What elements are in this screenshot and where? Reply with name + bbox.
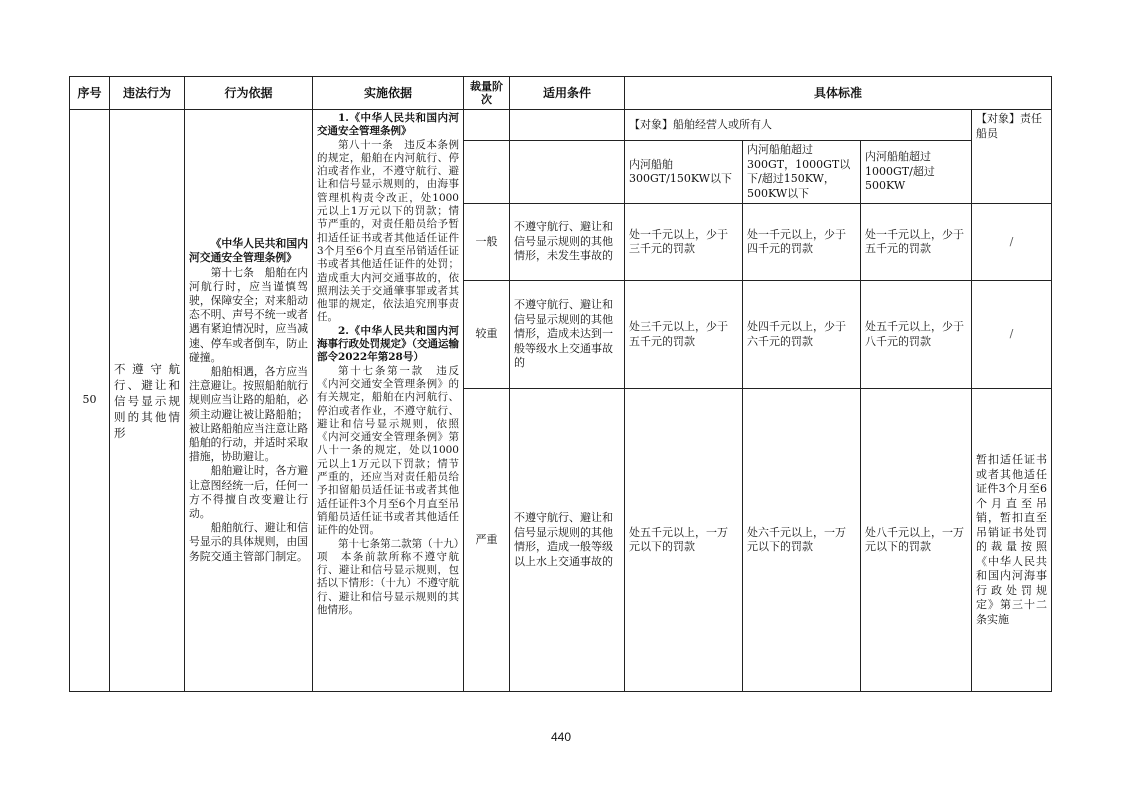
empty-condition-cell <box>510 141 625 204</box>
implementation-cell <box>313 110 464 692</box>
fine-tier-1: 处五千元以上，一万元以下的罚款 <box>625 389 743 692</box>
penalty-standard-table <box>69 76 1052 692</box>
target-crew: 【对象】责任船员 <box>972 110 1052 204</box>
fine-tier-1: 处一千元以上，少于三千元的罚款 <box>625 204 743 281</box>
tier-1: 内河船舶300GT/150KW以下 <box>625 141 743 204</box>
impl-paragraph: 第八十一条 违反本条例的规定，船舶在内河航行、停泊或者作业，不遵守航行、避让和信号显示规则的，由海事管理机构责令改正，处1000元以上1万元以下的罚款；情节严重的，对责任船员给予暂扣适任证书或者其他适任证件3个月至6个月直至吊销适任证书或者其他适任证件的处罚；造成重大内河交通事故的，依照刑法关于交通肇事罪或者其他罪的规定，依法追究刑事责任。 <box>317 138 459 324</box>
impl-title-1: 1.《中华人民共和国内河交通安全管理条例》 <box>317 112 459 138</box>
basis-paragraph: 船舶航行、避让和信号显示的具体规则，由国务院交通主管部门制定。 <box>189 521 308 563</box>
header-conditions: 适用条件 <box>510 77 625 110</box>
fine-tier-3: 处五千元以上，少于八千元的罚款 <box>861 281 972 389</box>
header-seq: 序号 <box>70 77 110 110</box>
fine-tier-2: 处一千元以上，少于四千元的罚款 <box>743 204 861 281</box>
basis-paragraph: 第十七条 船舶在内河航行时，应当谨慎驾驶，保障安全；对来船动态不明、声号不统一或者遇有紧迫情况时，应当减速、停车或者倒车，防止碰撞。 <box>189 265 308 364</box>
basis-title: 《中华人民共和国内河交通安全管理条例》 <box>189 237 308 265</box>
level-condition: 不遵守航行、避让和信号显示规则的其他情形，造成未达到一般等级水上交通事故的 <box>510 281 625 389</box>
basis-paragraph: 船舶避让时，各方避让意图经统一后，任何一方不得擅自改变避让行动。 <box>189 464 308 521</box>
level-name: 严重 <box>464 389 510 692</box>
target-row <box>70 110 1052 141</box>
tier-2: 内河船舶超过300GT，1000GT以下/超过150KW，500KW以下 <box>743 141 861 204</box>
empty-condition-cell <box>510 110 625 141</box>
level-name: 一般 <box>464 204 510 281</box>
impl-title-2: 2.《中华人民共和国内河海事行政处罚规定》（交通运输部令2022年第28号） <box>317 324 459 364</box>
crew-penalty: / <box>972 204 1052 281</box>
crew-penalty: / <box>972 281 1052 389</box>
header-basis: 行为依据 <box>185 77 313 110</box>
level-condition: 不遵守航行、避让和信号显示规则的其他情形，造成一般等级以上水上交通事故的 <box>510 389 625 692</box>
fine-tier-1: 处三千元以上，少于五千元的罚款 <box>625 281 743 389</box>
fine-tier-3: 处八千元以上，一万元以下的罚款 <box>861 389 972 692</box>
header-violation: 违法行为 <box>110 77 185 110</box>
header-implementation: 实施依据 <box>313 77 464 110</box>
basis-paragraph: 船舶相遇，各方应当注意避让。按照船舶航行规则应当让路的船舶，必须主动避让被让路船舶；被让路船舶应当注意让路船舶的行动，并适时采取措施，协助避让。 <box>189 364 308 464</box>
tier-3: 内河船舶超过1000GT/超过500KW <box>861 141 972 204</box>
page-number: 440 <box>550 730 572 744</box>
basis-cell <box>185 110 313 692</box>
empty-level-cell <box>464 110 510 141</box>
violation-cell: 不遵守航行、避让和信号显示规则的其他情形 <box>110 110 185 692</box>
header-standard: 具体标准 <box>625 77 1052 110</box>
header-level: 裁量阶次 <box>464 77 510 110</box>
target-owner: 【对象】船舶经营人或所有人 <box>625 110 972 141</box>
impl-paragraph: 第十七条第一款 违反《内河交通安全管理条例》的有关规定，船舶在内河航行、停泊或者作业，不遵守航行、避让和信号显示规则，依照《内河交通安全管理条例》第八十一条的规定，处以1000元以上1万元以下罚款；情节严重的，还应当对责任船员给予扣留船员适任证书或者其他适任证件3个月至6个月直至吊销船员适任证书或者其他适任证件的处罚。 <box>317 364 459 537</box>
crew-penalty: 暂扣适任证书或者其他适任证件3个月至6个月直至吊销，暂扣直至吊销证书处罚的裁量按照《中华人民共和国内河海事行政处罚规定》第三十二条实施 <box>972 389 1052 692</box>
fine-tier-3: 处一千元以上，少于五千元的罚款 <box>861 204 972 281</box>
level-name: 较重 <box>464 281 510 389</box>
empty-level-cell <box>464 141 510 204</box>
level-condition: 不遵守航行、避让和信号显示规则的其他情形，未发生事故的 <box>510 204 625 281</box>
fine-tier-2: 处四千元以上，少于六千元的罚款 <box>743 281 861 389</box>
row-seq: 50 <box>70 110 110 692</box>
header-row <box>70 77 1052 110</box>
impl-paragraph: 第十七条第二款第（十九）项 本条前款所称不遵守航行、避让和信号显示规则，包括以下情形：（十九）不遵守航行、避让和信号显示规则的其他情形。 <box>317 537 459 616</box>
fine-tier-2: 处六千元以上，一万元以下的罚款 <box>743 389 861 692</box>
